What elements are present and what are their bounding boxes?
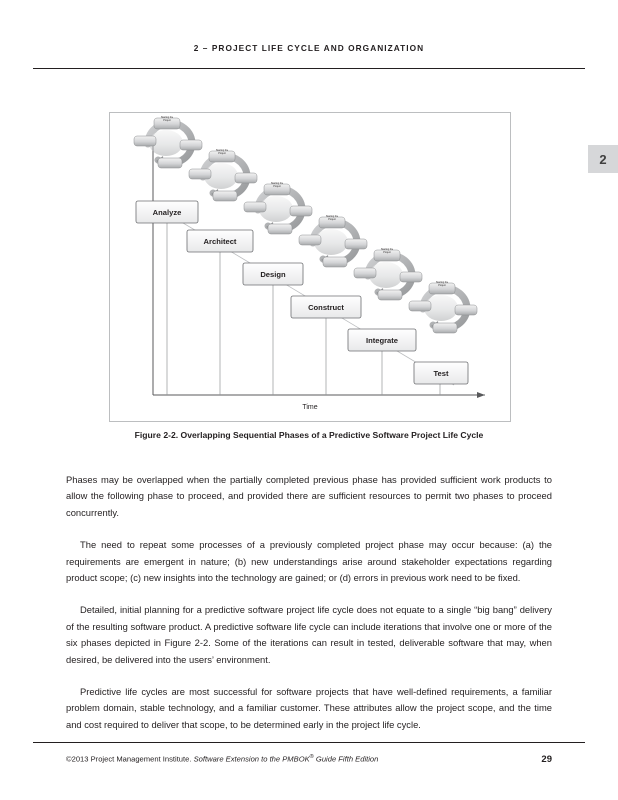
page-number: 29	[541, 754, 552, 765]
body-text	[66, 472, 552, 749]
phase-label: Test	[433, 369, 449, 378]
phase-box-design	[243, 263, 303, 285]
phase-label: Architect	[203, 237, 237, 246]
phase-box-architect	[187, 230, 253, 252]
svg-text:Starting the: Starting the	[325, 215, 339, 218]
phase-label: Integrate	[365, 336, 399, 345]
phase-label: Design	[260, 270, 286, 279]
footer-title-part2: Guide Fifth Edition	[313, 754, 379, 764]
phase-box-analyze	[136, 201, 198, 223]
svg-text:Project: Project	[163, 119, 171, 122]
svg-text:Starting the: Starting the	[270, 182, 284, 185]
registered-trademark-icon: ®	[309, 754, 314, 760]
svg-text:Starting the: Starting the	[160, 116, 174, 119]
time-axis-label: Time	[302, 404, 318, 411]
phase-label: Construct	[308, 303, 344, 312]
svg-text:Project: Project	[273, 185, 281, 188]
phase-label: Analyze	[152, 208, 182, 217]
svg-text:Project: Project	[328, 218, 336, 221]
svg-text:Starting the: Starting the	[215, 149, 229, 152]
figure-frame	[109, 112, 511, 422]
paragraph-1: Phases may be overlapped when the partially completed previous phase has provided sufficient work products to allow the following phase to proceed, and provided there are sufficient resources to permit two phases to proceed concurrently.	[66, 474, 552, 518]
figure-diagram	[110, 113, 510, 421]
svg-text:Project: Project	[218, 152, 226, 155]
paragraph-4: Predictive life cycles are most successful for software projects that have well-defined requirements, a familiar problem domain, stable technology, and a familiar customer. These attributes allow the project scope, and the time and cost required to deliver that scope, to be determined early in the project life cycle.	[66, 686, 552, 730]
svg-text:Starting the: Starting the	[435, 281, 449, 284]
paragraph-3: Detailed, initial planning for a predictive software project life cycle does not equate to a single “big bang” delivery of the resulting software product. A predictive software life cycle can include iterations that involve one or more of the six phases depicted in Figure 2-2. Some of the iterations can result in tested, deliverable software that may, when desired, be delivered into the users’ environment.	[66, 604, 552, 665]
header-divider	[33, 68, 585, 69]
phase-box-integrate	[348, 329, 416, 351]
svg-text:Starting the: Starting the	[380, 248, 394, 251]
running-head	[0, 38, 618, 56]
phase-box-construct	[291, 296, 361, 318]
footer-title-part1: Software Extension to the PMBOK	[193, 754, 310, 764]
phase-box-test	[414, 362, 468, 384]
footer-copyright	[66, 754, 378, 764]
chapter-tab	[588, 145, 618, 173]
svg-text:Project: Project	[383, 251, 391, 254]
figure-caption: Figure 2-2. Overlapping Sequential Phases of a Predictive Software Project Life Cycle	[134, 430, 484, 440]
page-footer	[66, 754, 552, 765]
chapter-tab-number: 2	[599, 151, 607, 167]
footer-divider	[33, 742, 585, 743]
running-head-text: 2 – PROJECT LIFE CYCLE AND ORGANIZATION	[193, 43, 425, 53]
footer-copyright-plain: ©2013 Project Management Institute.	[66, 754, 194, 764]
svg-text:Project: Project	[438, 284, 446, 287]
paragraph-2: The need to repeat some processes of a previously completed project phase may occur because: (a) the requirements are emergent in nature; (b) new understandings arise around stakeholder expectations regarding product scope; (c) new insights into the technology are gained; or (d) errors in previous work need to be fixed.	[66, 539, 552, 584]
